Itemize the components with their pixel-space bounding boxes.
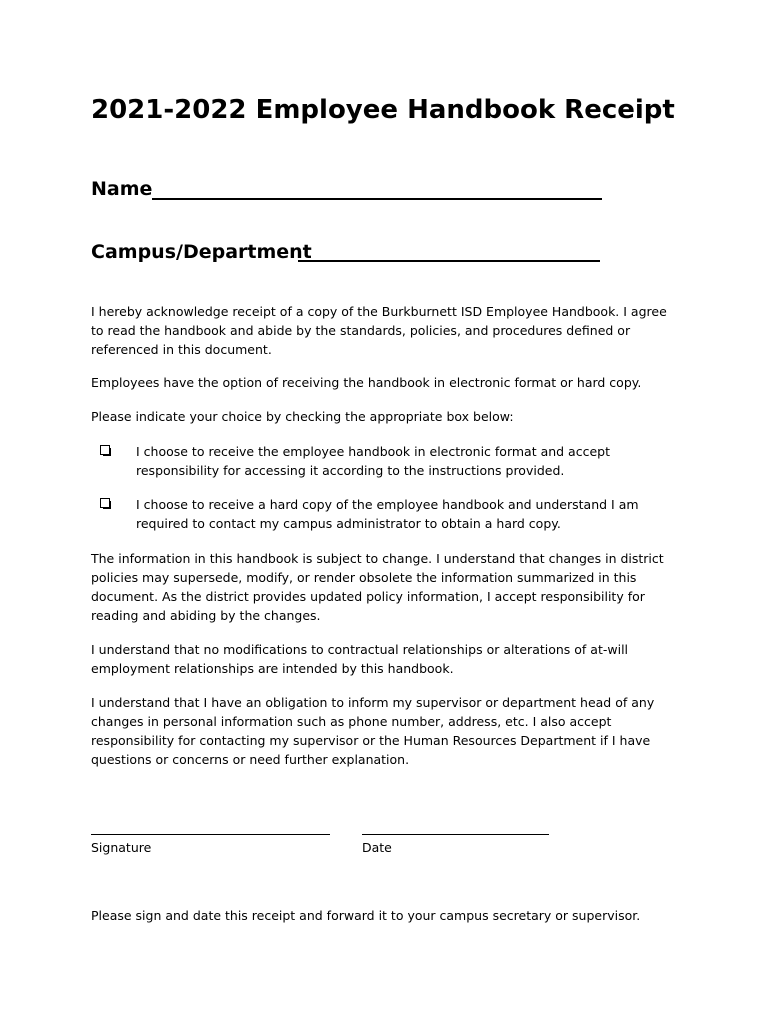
option-hard-copy-text: I choose to receive a hard copy of the employee handbook and understand I am required to contact my campus administrator to obtain a hard copy. <box>136 497 639 531</box>
name-field[interactable] <box>152 198 602 200</box>
page-title: 2021-2022 Employee Handbook Receipt <box>91 95 675 125</box>
acknowledge-paragraph: I hereby acknowledge receipt of a copy of the Burkburnett ISD Employee Handbook. I agree to read the handbook and abide by the standards, policies, and procedures defined or referenced in this document. <box>91 304 667 357</box>
modifications-paragraph: I understand that no modifications to contractual relationships or alterations of at-will employment relationships are intended by this handbook. <box>91 642 629 676</box>
electronic-checkbox[interactable] <box>100 445 110 455</box>
date-line[interactable] <box>362 834 549 835</box>
indicate-choice-paragraph: Please indicate your choice by checking the appropriate box below: <box>91 409 514 424</box>
campus-department-field[interactable] <box>298 260 600 262</box>
change-paragraph: The information in this handbook is subject to change. I understand that changes in district policies may supersede, modify, or render obsolete the information summarized in this document. As the district provides updated policy information, I accept responsibility for reading and abiding by the changes. <box>91 551 664 623</box>
footer-instructions: Please sign and date this receipt and forward it to your campus secretary or supervisor. <box>91 908 641 923</box>
signature-label: Signature <box>91 840 152 855</box>
hard-copy-checkbox[interactable] <box>100 498 110 508</box>
date-label: Date <box>362 840 392 855</box>
signature-line[interactable] <box>91 834 330 835</box>
option-electronic-text: I choose to receive the employee handbook in electronic format and accept responsibility for accessing it according to the instructions provided. <box>136 444 610 478</box>
campus-department-label: Campus/Department <box>91 241 312 263</box>
obligation-paragraph: I understand that I have an obligation to inform my supervisor or department head of any changes in personal information such as phone number, address, etc. I also accept responsibility for contacting my supervisor or the Human Resources Department if I have questions or concerns or need further explanation. <box>91 695 655 767</box>
name-label: Name <box>91 178 153 200</box>
option-intro-paragraph: Employees have the option of receiving the handbook in electronic format or hard copy. <box>91 375 642 390</box>
